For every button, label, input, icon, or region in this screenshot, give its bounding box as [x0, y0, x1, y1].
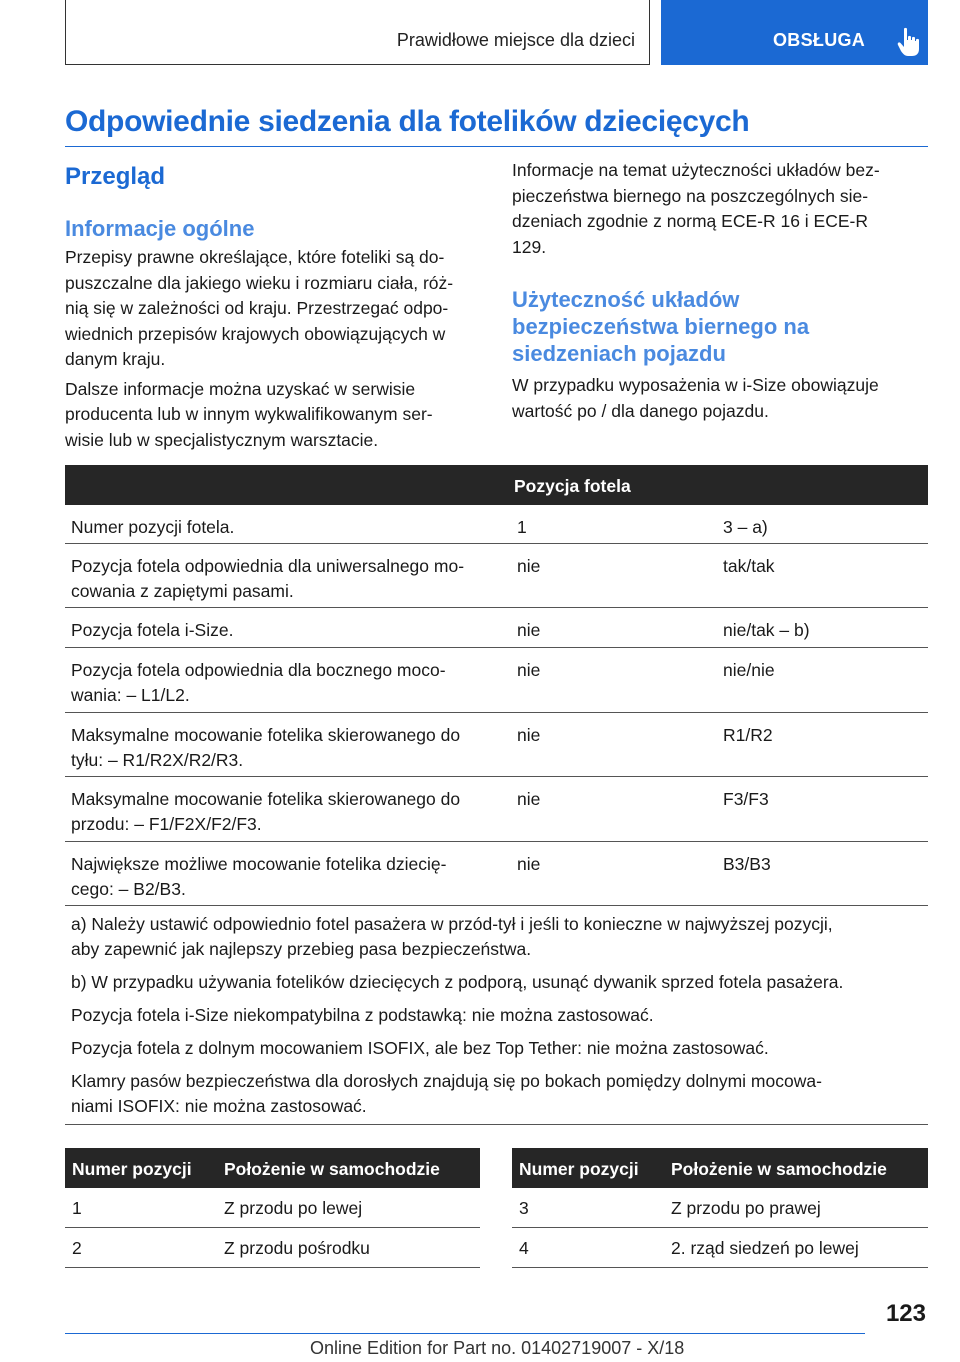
position-location: Z przodu po lewej — [224, 1198, 363, 1218]
header-cell: Numer pozycji — [519, 1159, 639, 1179]
table-row — [65, 713, 928, 777]
position-location: Z przodu po prawej — [671, 1198, 821, 1218]
notes-divider — [65, 1124, 928, 1125]
table-row — [65, 777, 928, 842]
row-value-1: nie — [517, 854, 541, 874]
table-row — [65, 1188, 480, 1228]
row-value-2: nie/tak – b) — [723, 620, 810, 640]
position-location: Z przodu pośrodku — [224, 1238, 370, 1258]
header-cell: Pozycja fotela — [514, 476, 631, 496]
row-value-2: tak/tak — [723, 556, 775, 576]
position-number: 2 — [72, 1238, 82, 1258]
footer-divider — [65, 1333, 865, 1334]
page-title: Odpowiednie siedzenia dla fotelików dziecięcych — [65, 105, 750, 138]
isize-paragraph: W przypadku wyposażenia w i-Size obowiązuje wartość po / dla danego pojazdu. — [512, 375, 879, 421]
row-value-2: R1/R2 — [723, 725, 773, 745]
note-isofix: Pozycja fotela z dolnym mocowaniem ISOFIX, ale bez Top Tether: nie można zastosować. — [71, 1038, 769, 1058]
row-value-1: nie — [517, 789, 541, 809]
general-info-paragraph: Przepisy prawne określające, które foteliki są do- puszczalne dla jakiego wieku i rozmiaru ciała, róż- nią się w zależności od kraju. Przestrzegać odpo- wiednich przepisów krajowych obowiązujących w danym kraju. — [65, 247, 454, 369]
table-row — [512, 1188, 928, 1228]
row-value-1: nie — [517, 620, 541, 640]
table-notes — [71, 912, 921, 1127]
position-location: 2. rząd siedzeń po lewej — [671, 1238, 859, 1258]
row-value-1: nie — [517, 556, 541, 576]
note-isize: Pozycja fotela i-Size niekompatybilna z podstawką: nie można zastosować. — [71, 1005, 654, 1025]
table-row — [65, 544, 928, 608]
row-label: Numer pozycji fotela. — [71, 517, 235, 537]
chapter-tab[interactable] — [661, 0, 928, 65]
page-number: 123 — [885, 1300, 926, 1327]
row-label: Pozycja fotela odpowiednia dla uniwersalnego mo- cowania z zapiętymi pasami. — [71, 556, 465, 601]
overview-heading: Przegląd — [65, 163, 166, 190]
chapter-title: OBSŁUGA — [773, 30, 866, 50]
usability-heading: Użyteczność układów bezpieczeństwa biernego na siedzeniach pojazdu — [512, 287, 810, 366]
footer-edition: Online Edition for Part no. 01402719007 - X/18 — [310, 1338, 685, 1358]
table-row — [65, 648, 928, 713]
general-info-heading: Informacje ogólne — [65, 216, 255, 241]
row-label: Pozycja fotela odpowiednia dla bocznego moco- wania: – L1/L2. — [71, 660, 446, 705]
note-a: a) Należy ustawić odpowiednio fotel pasażera w przód-tył i jeśli to konieczne w najwyższej pozycji, aby zapewnić jak najlepszy przebieg pasa bezpieczeństwa. — [71, 914, 833, 959]
position-table-right-header — [512, 1148, 928, 1188]
row-value-1: nie — [517, 725, 541, 745]
row-value-2: F3/F3 — [723, 789, 769, 809]
row-label: Maksymalne mocowanie fotelika skierowanego do tyłu: – R1/R2X/R2/R3. — [71, 725, 461, 770]
table-row — [65, 608, 928, 648]
position-table-left-header — [65, 1148, 480, 1188]
table-row — [65, 1228, 480, 1268]
table-row — [65, 505, 928, 544]
usability-info-paragraph: Informacje na temat użyteczności układów bez- pieczeństwa biernego na poszczególnych sie- dzeniach zgodnie z normą ECE-R 16 i ECE-R 129. — [512, 160, 880, 257]
position-number: 1 — [72, 1198, 82, 1218]
row-value-2: B3/B3 — [723, 854, 771, 874]
row-value-2: 3 – a) — [723, 517, 768, 537]
left-column — [65, 158, 480, 453]
position-number: 4 — [519, 1238, 529, 1258]
header-cell: Numer pozycji — [72, 1159, 192, 1179]
position-number: 3 — [519, 1198, 529, 1218]
title-divider — [65, 146, 928, 147]
table-row — [512, 1228, 928, 1268]
seat-position-table-header — [65, 465, 928, 505]
row-value-1: nie — [517, 660, 541, 680]
section-title: Prawidłowe miejsce dla dzieci — [396, 30, 635, 50]
note-buckles: Klamry pasów bezpieczeństwa dla dorosłych znajdują się po bokach pomiędzy dolnymi mocowa- niami ISOFIX: nie można zastosować. — [71, 1071, 822, 1116]
hand-pointer-icon — [897, 27, 921, 57]
section-header — [65, 0, 650, 65]
row-value-1: 1 — [517, 517, 527, 537]
right-column — [512, 158, 928, 424]
note-b: b) W przypadku używania fotelików dziecięcych z podporą, usunąć dywanik sprzed fotela pasażera. — [71, 972, 844, 992]
table-row — [65, 842, 928, 906]
row-label: Maksymalne mocowanie fotelika skierowanego do przodu: – F1/F2X/F2/F3. — [71, 789, 461, 834]
row-label: Największe możliwe mocowanie fotelika dziecię- cego: – B2/B3. — [71, 854, 447, 899]
further-info-paragraph: Dalsze informacje można uzyskać w serwisie producenta lub w innym wykwalifikowanym ser- wisie lub w specjalistycznym warsztacie. — [65, 378, 433, 450]
row-label: Pozycja fotela i-Size. — [71, 620, 234, 640]
row-value-2: nie/nie — [723, 660, 775, 680]
header-cell: Położenie w samochodzie — [224, 1159, 440, 1179]
header-cell: Położenie w samochodzie — [671, 1159, 887, 1179]
